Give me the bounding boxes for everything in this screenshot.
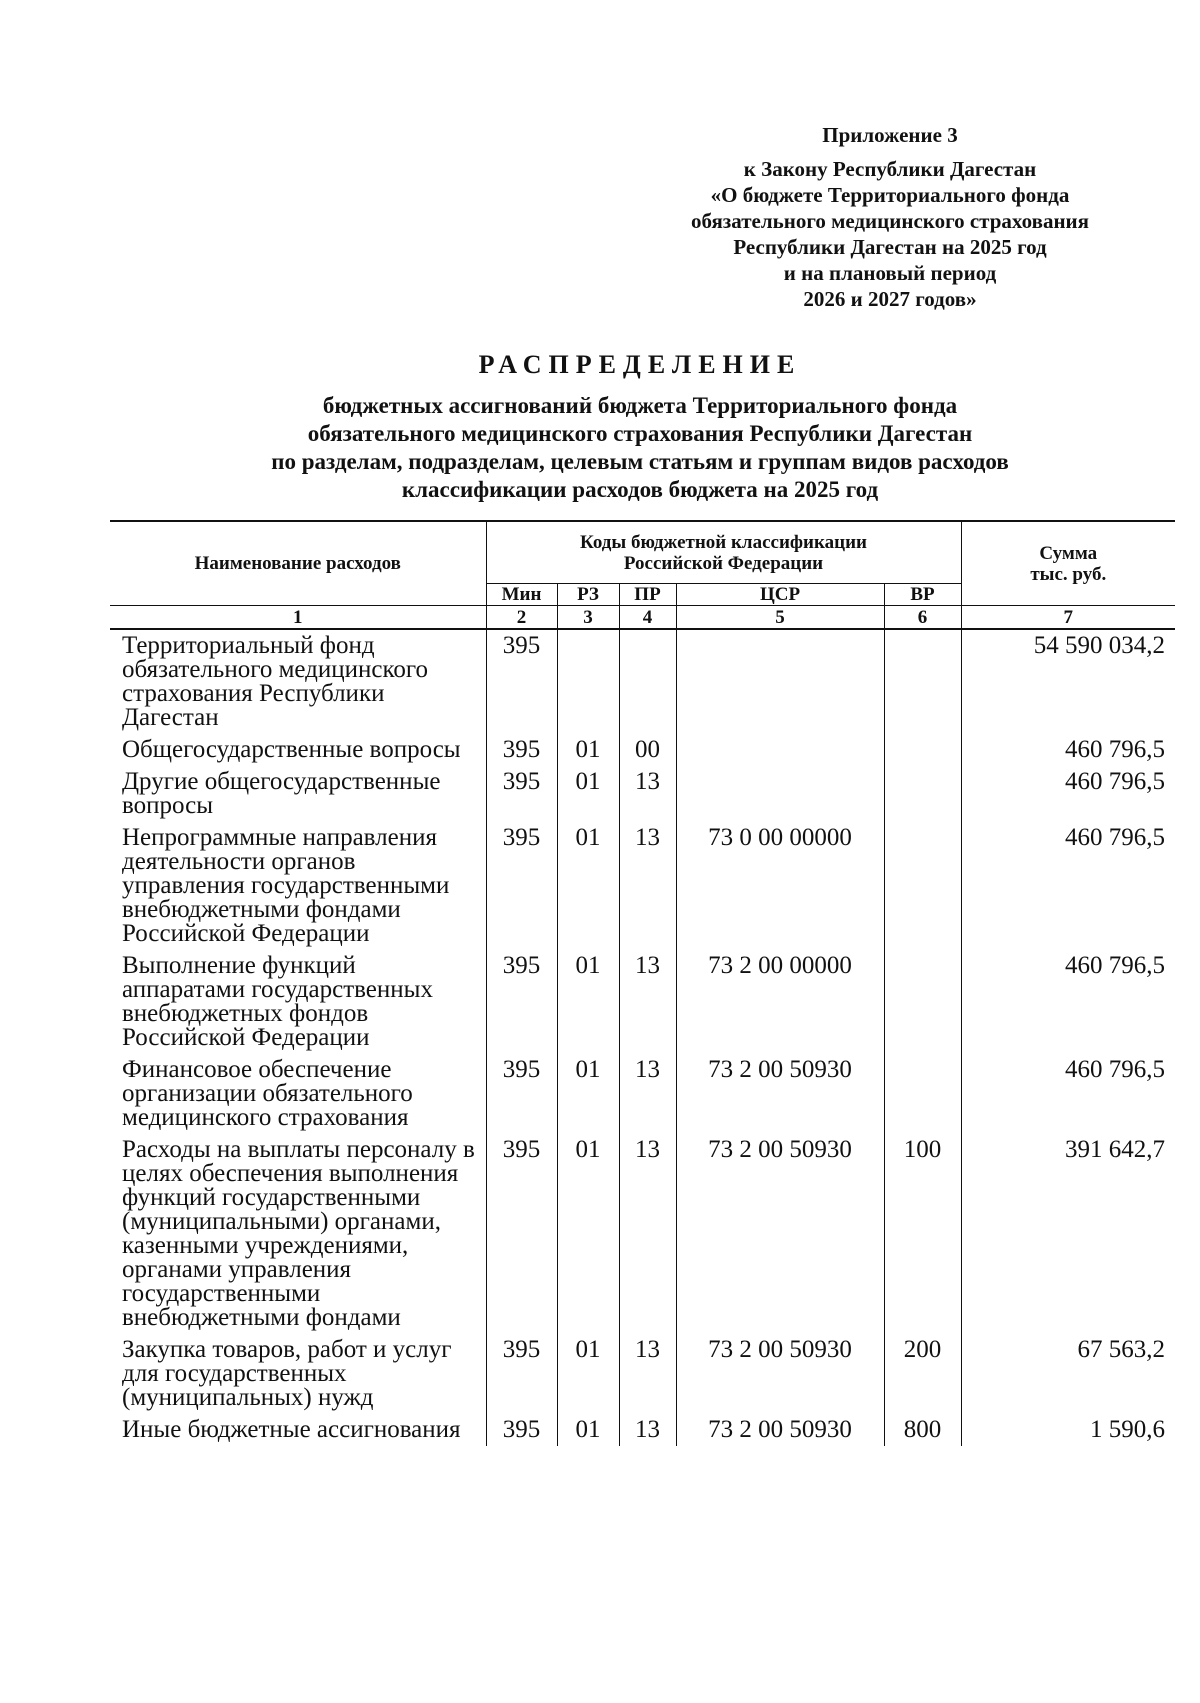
cell-min: 395: [486, 1334, 557, 1414]
cell-pr: 13: [619, 1134, 676, 1334]
cell-sum: 460 796,5: [961, 766, 1175, 822]
cell-sum: 54 590 034,2: [961, 629, 1175, 734]
cell-min: 395: [486, 629, 557, 734]
cell-name: Общегосударственные вопросы: [110, 734, 486, 766]
header-vr: ВР: [884, 584, 961, 606]
table-row: [110, 822, 1175, 950]
cell-vr: 800: [884, 1414, 961, 1446]
subtitle-line: классификации расходов бюджета на 2025 год: [401, 477, 879, 502]
cell-rz: 01: [557, 1054, 619, 1134]
appendix-line: и на плановый период: [783, 261, 997, 285]
cell-rz: [557, 629, 619, 734]
cell-rz: 01: [557, 1334, 619, 1414]
header-sum: [961, 521, 1175, 606]
col-number: 5: [676, 606, 884, 630]
cell-name: Непрограммные направления деятельности органов управления государственными внебюджетными фондами Российской Федерации: [110, 822, 486, 950]
cell-pr: 13: [619, 822, 676, 950]
cell-sum: 460 796,5: [961, 1054, 1175, 1134]
header-codes-group: [486, 521, 961, 584]
appendix-line: Республики Дагестан на 2025 год: [733, 235, 1047, 259]
cell-rz: 01: [557, 950, 619, 1054]
cell-csr: [676, 734, 884, 766]
table-row: [110, 766, 1175, 822]
appendix-line: «О бюджете Территориального фонда: [710, 183, 1070, 207]
cell-min: 395: [486, 1414, 557, 1446]
cell-rz: 01: [557, 1414, 619, 1446]
cell-min: 395: [486, 766, 557, 822]
col-number: 7: [961, 606, 1175, 630]
cell-name: Другие общегосударственные вопросы: [110, 766, 486, 822]
table-row: [110, 950, 1175, 1054]
document-subtitle: [100, 392, 1180, 504]
header-csr: ЦСР: [676, 584, 884, 606]
cell-vr: [884, 822, 961, 950]
cell-min: 395: [486, 1134, 557, 1334]
cell-vr: [884, 1054, 961, 1134]
table-row: [110, 1414, 1175, 1446]
cell-vr: [884, 629, 961, 734]
cell-rz: 01: [557, 1134, 619, 1334]
cell-csr: 73 2 00 50930: [676, 1334, 884, 1414]
cell-vr: [884, 734, 961, 766]
subtitle-line: обязательного медицинского страхования Республики Дагестан: [307, 421, 973, 446]
col-number: 1: [110, 606, 486, 630]
table-header: [110, 521, 1175, 629]
table-row: [110, 1334, 1175, 1414]
cell-pr: 13: [619, 766, 676, 822]
cell-csr: 73 2 00 50930: [676, 1054, 884, 1134]
col-number: 6: [884, 606, 961, 630]
cell-name: Иные бюджетные ассигнования: [110, 1414, 486, 1446]
cell-sum: 67 563,2: [961, 1334, 1175, 1414]
cell-rz: 01: [557, 766, 619, 822]
cell-vr: 100: [884, 1134, 961, 1334]
cell-min: 395: [486, 734, 557, 766]
cell-pr: 13: [619, 1414, 676, 1446]
col-number: 2: [486, 606, 557, 630]
cell-min: 395: [486, 822, 557, 950]
cell-name: Выполнение функций аппаратами государственных внебюджетных фондов Российской Федерации: [110, 950, 486, 1054]
cell-vr: 200: [884, 1334, 961, 1414]
budget-table: [110, 520, 1175, 1446]
col-number: 3: [557, 606, 619, 630]
cell-csr: 73 0 00 00000: [676, 822, 884, 950]
subtitle-line: по разделам, подразделам, целевым статьям и группам видов расходов: [271, 449, 1009, 474]
col-number: 4: [619, 606, 676, 630]
cell-sum: 460 796,5: [961, 822, 1175, 950]
cell-sum: 460 796,5: [961, 734, 1175, 766]
cell-name: Территориальный фонд обязательного медицинского страхования Республики Дагестан: [110, 629, 486, 734]
table-row: [110, 629, 1175, 734]
table-row: [110, 1054, 1175, 1134]
header-codes-line: Коды бюджетной классификации: [580, 531, 867, 553]
header-pr: ПР: [619, 584, 676, 606]
cell-min: 395: [486, 950, 557, 1054]
appendix-block: [640, 122, 1140, 312]
table-row: [110, 1134, 1175, 1334]
cell-pr: 13: [619, 1334, 676, 1414]
cell-sum: 391 642,7: [961, 1134, 1175, 1334]
cell-csr: [676, 766, 884, 822]
appendix-line: к Закону Республики Дагестан: [743, 157, 1037, 181]
header-codes-line: Российской Федерации: [623, 552, 824, 574]
cell-pr: 13: [619, 1054, 676, 1134]
cell-csr: 73 2 00 50930: [676, 1134, 884, 1334]
header-name: Наименование расходов: [110, 521, 486, 606]
cell-pr: 13: [619, 950, 676, 1054]
table-row: [110, 734, 1175, 766]
cell-sum: 1 590,6: [961, 1414, 1175, 1446]
cell-sum: 460 796,5: [961, 950, 1175, 1054]
cell-vr: [884, 766, 961, 822]
appendix-heading: Приложение 3: [822, 123, 958, 147]
cell-name: Расходы на выплаты персоналу в целях обеспечения выполнения функций государственными (муниципальными) органами, казенными учреждениями, органами управления государственными внебюджетными фондами: [110, 1134, 486, 1334]
cell-min: 395: [486, 1054, 557, 1134]
cell-csr: [676, 629, 884, 734]
appendix-line: 2026 и 2027 годов»: [803, 287, 977, 311]
document-title: РАСПРЕДЕЛЕНИЕ: [478, 350, 802, 379]
cell-csr: 73 2 00 00000: [676, 950, 884, 1054]
header-min: Мин: [486, 584, 557, 606]
cell-pr: 00: [619, 734, 676, 766]
cell-csr: 73 2 00 50930: [676, 1414, 884, 1446]
cell-pr: [619, 629, 676, 734]
appendix-line: обязательного медицинского страхования: [690, 209, 1090, 233]
header-rz: РЗ: [557, 584, 619, 606]
cell-rz: 01: [557, 734, 619, 766]
header-sum-line: тыс. руб.: [1030, 563, 1107, 585]
cell-rz: 01: [557, 822, 619, 950]
cell-name: Финансовое обеспечение организации обязательного медицинского страхования: [110, 1054, 486, 1134]
table-body: [110, 629, 1175, 1446]
subtitle-line: бюджетных ассигнований бюджета Территориального фонда: [322, 393, 958, 418]
cell-vr: [884, 950, 961, 1054]
header-sum-line: Сумма: [1039, 542, 1098, 564]
cell-name: Закупка товаров, работ и услуг для государственных (муниципальных) нужд: [110, 1334, 486, 1414]
